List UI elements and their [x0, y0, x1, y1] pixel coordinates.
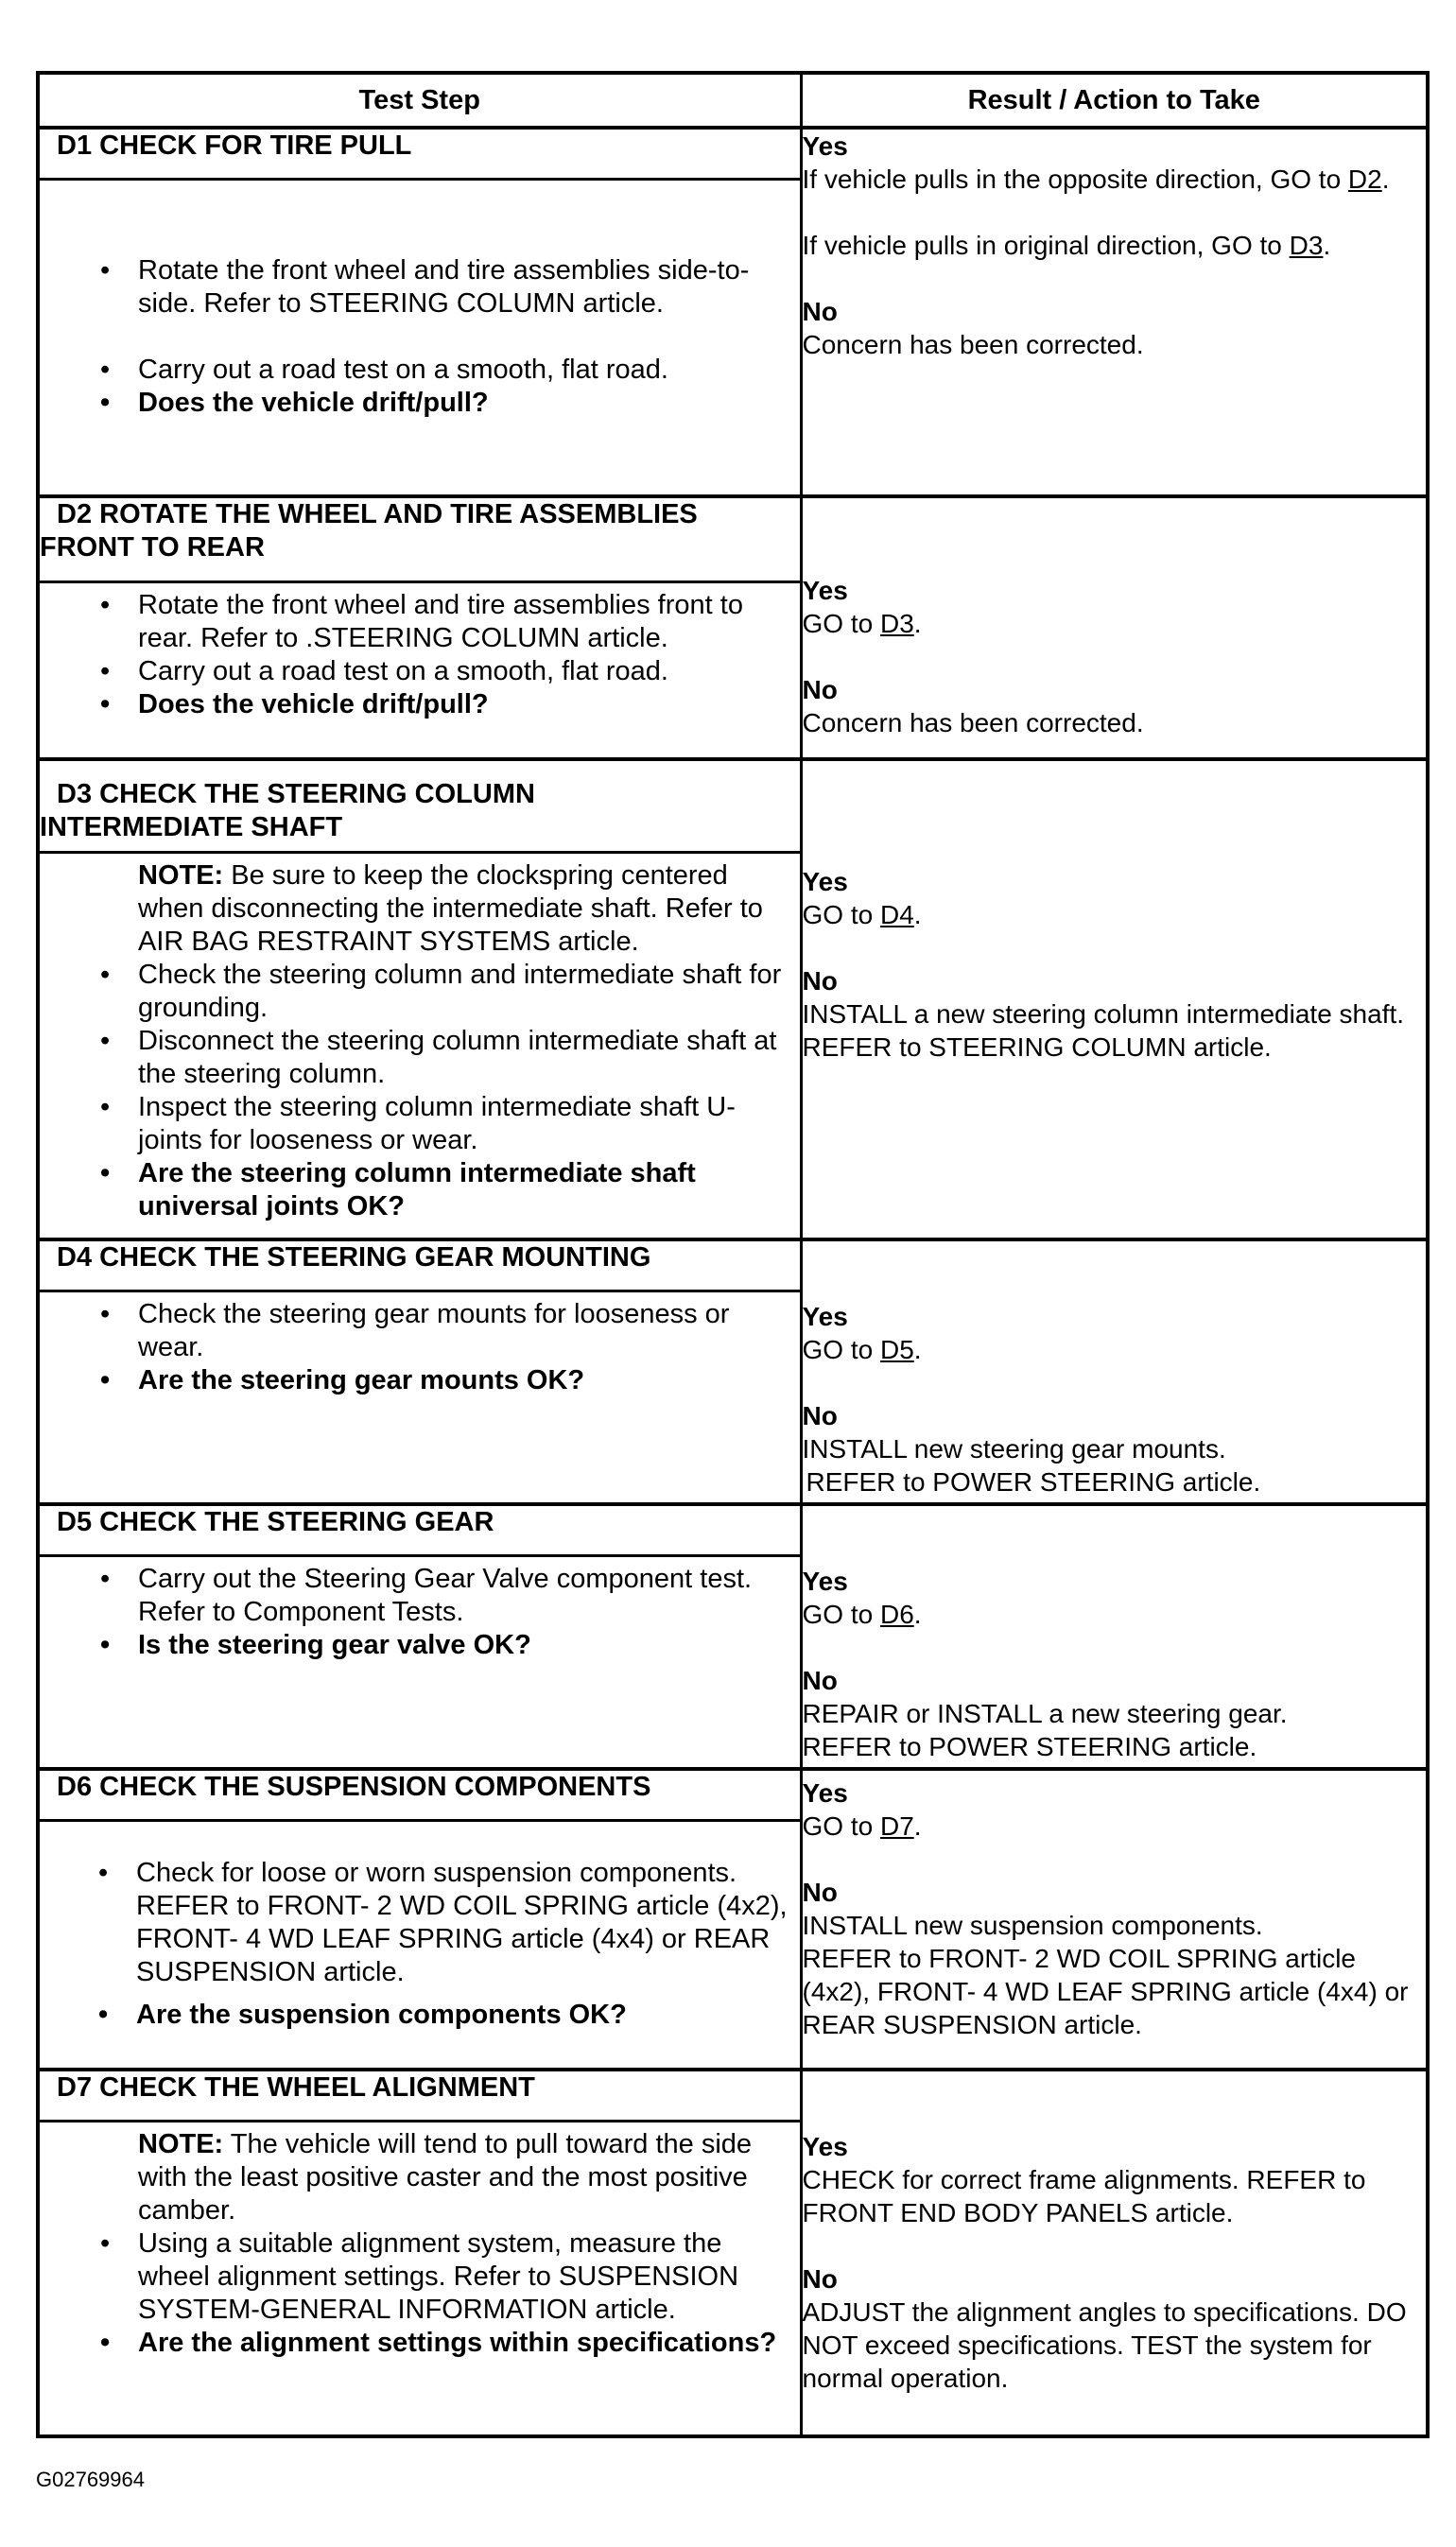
step-d2-title-row	[38, 496, 1428, 581]
d4-no-text1: INSTALL new steering gear mounts.	[802, 1434, 1226, 1464]
step-d7-body	[38, 2121, 801, 2436]
d1-link-d2[interactable]: D2	[1347, 165, 1382, 194]
d3-yes-label: Yes	[802, 867, 848, 896]
d1-no-label: No	[802, 297, 838, 326]
step-d7-title-row	[38, 2070, 1428, 2121]
step-d5-body	[38, 1555, 801, 1769]
step-d1-body	[38, 179, 801, 496]
d1-no-text: Concern has been corrected.	[802, 330, 1144, 359]
d5-no-text1: REPAIR or INSTALL a new steering gear.	[802, 1699, 1288, 1728]
d3-no-text: INSTALL a new steering column intermediate shaft. REFER to STEERING COLUMN article.	[802, 999, 1405, 1062]
d7-question: • Are the alignment settings within specifications?	[138, 2327, 800, 2360]
d2-yes-label: Yes	[802, 576, 848, 605]
d4-no-label: No	[802, 1401, 838, 1430]
step-d2-title: D2 ROTATE THE WHEEL AND TIRE ASSEMBLIES FRONT TO REAR	[38, 496, 801, 581]
step-d1-title: D1 CHECK FOR TIRE PULL	[38, 128, 801, 179]
d7-yes-label: Yes	[802, 2132, 848, 2161]
d4-no-text2: REFER to POWER STEERING article.	[806, 1467, 1261, 1497]
d6-no-text1: INSTALL new suspension components.	[802, 1911, 1263, 1940]
d7-no-label: No	[802, 2264, 838, 2294]
d3-note: NOTE: Be sure to keep the clockspring centered when disconnecting the intermediate shaft. Refer to AIR BAG RESTRAINT SYSTEMS article.	[138, 859, 763, 957]
d1-link-d3[interactable]: D3	[1289, 231, 1324, 260]
d6-yes-text: GO to	[802, 1811, 880, 1841]
d1-bullet-1: • Rotate the front wheel and tire assemblies side-to-side. Refer to STEERING COLUMN article.	[138, 254, 800, 321]
d6-no-text2: REFER to FRONT- 2 WD COIL SPRING article (4x2), FRONT- 4 WD LEAF SPRING article (4x4) or REAR SUSPENSION article.	[802, 1944, 1409, 2039]
d3-question: • Are the steering column intermediate shaft universal joints OK?	[138, 1157, 800, 1223]
step-d5-title: D5 CHECK THE STEERING GEAR	[38, 1504, 801, 1555]
d7-no-text: ADJUST the alignment angles to specifications. DO NOT exceed specifications. TEST the system for normal operation.	[802, 2297, 1407, 2393]
step-d2-result: Yes GO to D3. No Concern has been corrected.	[801, 496, 1428, 759]
step-d6-title: D6 CHECK THE SUSPENSION COMPONENTS	[38, 1769, 801, 1820]
d5-no-label: No	[802, 1666, 838, 1695]
d2-no-label: No	[802, 675, 838, 704]
d2-link-d3[interactable]: D3	[879, 609, 914, 638]
step-d4-title-row	[38, 1239, 1428, 1291]
step-d6-result: Yes GO to D7. No INSTALL new suspension components. REFER to FRONT- 2 WD COIL SPRING article (4x2), FRONT- 4 WD LEAF SPRING article (4x4) or REAR SUSPENSION article.	[801, 1769, 1428, 2070]
d1-bullet-2: • Carry out a road test on a smooth, flat road.	[138, 354, 800, 387]
d6-yes-label: Yes	[802, 1778, 848, 1808]
step-d4-result: Yes GO to D5. No INSTALL new steering gear mounts. REFER to POWER STEERING article.	[801, 1239, 1428, 1504]
d2-no-text: Concern has been corrected.	[802, 708, 1144, 737]
step-d6-body	[38, 1820, 801, 2070]
d7-note: NOTE: The vehicle will tend to pull toward the side with the least positive caster and the most positive camber.	[138, 2128, 753, 2226]
d5-question: • Is the steering gear valve OK?	[138, 1629, 800, 1662]
step-d1-title-row	[38, 128, 1428, 179]
d7-yes-text: CHECK for correct frame alignments. REFER to FRONT END BODY PANELS article.	[802, 2165, 1366, 2227]
d3-bullet-3: • Inspect the steering column intermediate shaft U-joints for looseness or wear.	[138, 1091, 800, 1157]
step-d3-title: D3 CHECK THE STEERING COLUMN INTERMEDIATE SHAFT	[38, 759, 801, 852]
header-row	[38, 73, 1428, 128]
header-test-step: Test Step	[38, 73, 801, 128]
d5-yes-label: Yes	[802, 1567, 848, 1596]
d4-bullet-1: • Check the steering gear mounts for looseness or wear.	[138, 1298, 800, 1364]
d5-yes-text: GO to	[802, 1600, 880, 1629]
step-d4-body	[38, 1291, 801, 1504]
step-d4-title: D4 CHECK THE STEERING GEAR MOUNTING	[38, 1239, 801, 1291]
step-d5-result: Yes GO to D6. No REPAIR or INSTALL a new steering gear. REFER to POWER STEERING article.	[801, 1504, 1428, 1769]
d2-bullet-1: • Rotate the front wheel and tire assemblies front to rear. Refer to .STEERING COLUMN article.	[138, 589, 800, 655]
d6-no-label: No	[802, 1878, 838, 1907]
d1-question: • Does the vehicle drift/pull?	[138, 387, 800, 420]
step-d3-title-row	[38, 759, 1428, 852]
step-d7-result	[801, 2070, 1428, 2436]
d3-bullet-1: • Check the steering column and intermediate shaft for grounding.	[138, 959, 800, 1025]
d1-yes-label: Yes	[802, 131, 848, 161]
header-result-action: Result / Action to Take	[801, 73, 1428, 128]
d1-yes-text2: If vehicle pulls in original direction, GO to	[802, 231, 1290, 260]
step-d7-title: D7 CHECK THE WHEEL ALIGNMENT	[38, 2070, 801, 2121]
d4-yes-label: Yes	[802, 1302, 848, 1331]
d2-yes-text: GO to	[802, 609, 880, 638]
d5-bullet-1: • Carry out the Steering Gear Valve component test. Refer to Component Tests.	[138, 1563, 800, 1629]
step-d3-result: Yes GO to D4. No INSTALL a new steering column intermediate shaft. REFER to STEERING COLUMN article.	[801, 759, 1428, 1239]
d5-link-d6[interactable]: D6	[879, 1600, 914, 1629]
d6-link-d7[interactable]: D7	[879, 1811, 914, 1841]
step-d6-title-row	[38, 1769, 1428, 1820]
d4-link-d5[interactable]: D5	[879, 1335, 914, 1364]
d3-no-label: No	[802, 966, 838, 996]
d3-yes-text: GO to	[802, 900, 880, 929]
step-d3-body	[38, 852, 801, 1239]
d5-no-text2: REFER to POWER STEERING article.	[802, 1732, 1257, 1761]
step-d2-body	[38, 581, 801, 759]
d6-question: • Are the suspension components OK?	[136, 1999, 800, 2032]
d3-bullet-2: • Disconnect the steering column intermediate shaft at the steering column.	[138, 1025, 800, 1091]
d7-bullet-1: • Using a suitable alignment system, measure the wheel alignment settings. Refer to SUSPENSION SYSTEM-GENERAL INFORMATION article.	[138, 2227, 800, 2327]
step-d1-result: Yes If vehicle pulls in the opposite direction, GO to D2. If vehicle pulls in original direction, GO to D3. No Concern has been corrected.	[801, 128, 1428, 496]
step-d5-title-row	[38, 1504, 1428, 1555]
d6-bullet-1: • Check for loose or worn suspension components. REFER to FRONT- 2 WD COIL SPRING article (4x2), FRONT- 4 WD LEAF SPRING article (4x4) or REAR SUSPENSION article.	[136, 1857, 800, 1989]
d4-yes-text: GO to	[802, 1335, 880, 1364]
d3-link-d4[interactable]: D4	[879, 900, 914, 929]
d1-yes-text1: If vehicle pulls in the opposite direction, GO to	[802, 165, 1348, 194]
d2-question: • Does the vehicle drift/pull?	[138, 688, 800, 721]
d2-bullet-2: • Carry out a road test on a smooth, flat road.	[138, 655, 800, 688]
d4-question: • Are the steering gear mounts OK?	[138, 1364, 800, 1397]
figure-id: G02769964	[36, 2468, 145, 2491]
diagnostic-table	[36, 71, 1430, 2438]
